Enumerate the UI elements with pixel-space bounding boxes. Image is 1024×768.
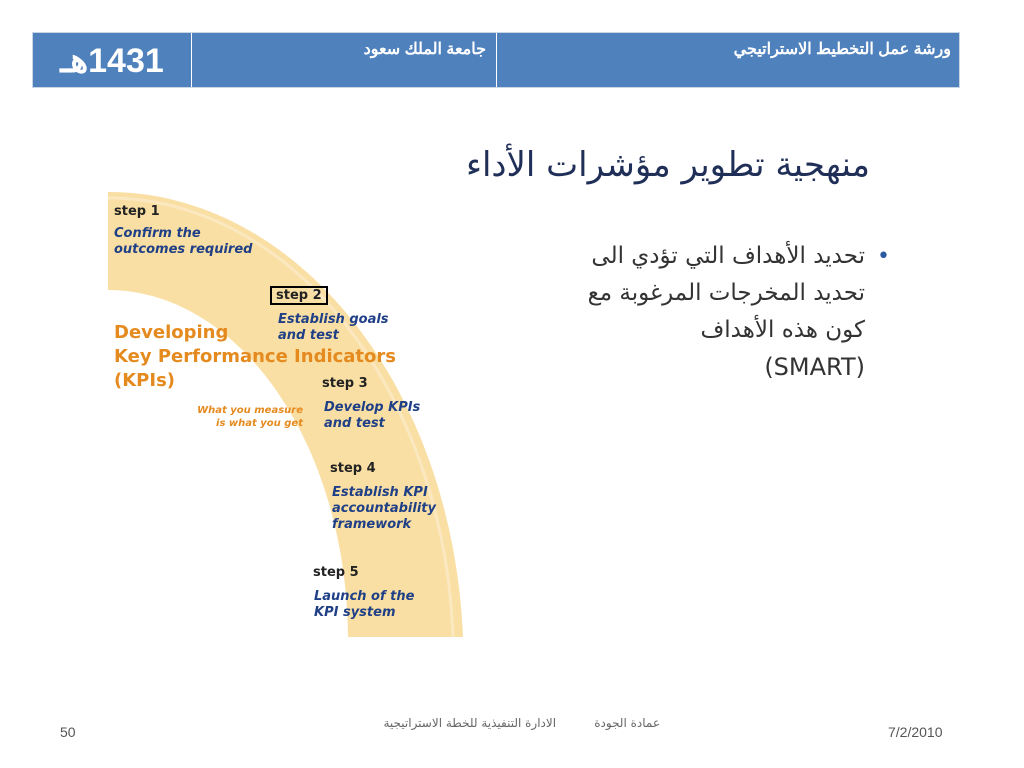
bullet-dot-icon: • [877,244,890,269]
header-bar [32,32,960,88]
step-2-desc-line2: and test [278,328,339,343]
bullet-item [560,238,890,386]
bullet-text: تحديد الأهداف التي تؤدي الى تحديد المخرجات المرغوبة مع كون هذه الأهداف [587,243,865,343]
step-4-desc-line2: accountability [332,501,436,516]
step-3-desc-line2: and test [324,416,385,431]
kpi-diagram [108,140,463,637]
footer-date: 7/2/2010 [888,724,943,740]
footer-admin: الادارة التنفيذية للخطة الاستراتيجية [383,716,557,730]
kpi-subtitle-line1: What you measure [197,405,303,416]
slide-title: منهجية تطوير مؤشرات الأداء [465,145,870,185]
university-name: جامعة الملك سعود [192,33,497,87]
step-1-label: step 1 [114,204,160,219]
step-5-desc-line1: Launch of the [314,589,415,604]
footer-center [350,714,660,732]
step-3-label: step 3 [322,376,368,391]
kpi-subtitle-line2: is what you get [216,418,303,429]
workshop-title: ورشة عمل التخطيط الاستراتيجي [733,41,951,58]
step-5-desc-line2: KPI system [314,605,396,620]
step-3-desc-line1: Develop KPIs [324,400,421,415]
kpi-title-line3: (KPIs) [114,370,176,391]
step-1-desc-line2: outcomes required [114,242,253,257]
step-5-label: step 5 [313,565,359,580]
footer-deanship: عمادة الجودة [594,716,660,730]
kpi-title-line2: Key Performance Indicators [114,346,396,367]
page-number: 50 [60,724,76,740]
step-1-desc-line1: Confirm the [114,226,201,241]
step-4-desc-line1: Establish KPI [332,485,428,500]
hijri-year: 1431هـ [33,33,192,87]
step-2-label: step 2 [270,286,328,305]
step-4-label: step 4 [330,461,376,476]
kpi-title-line1: Developing [114,322,229,343]
bullet-smart: (SMART) [764,353,865,381]
step-4-desc-line3: framework [332,517,412,532]
step-2-desc-line1: Establish goals [278,312,389,327]
